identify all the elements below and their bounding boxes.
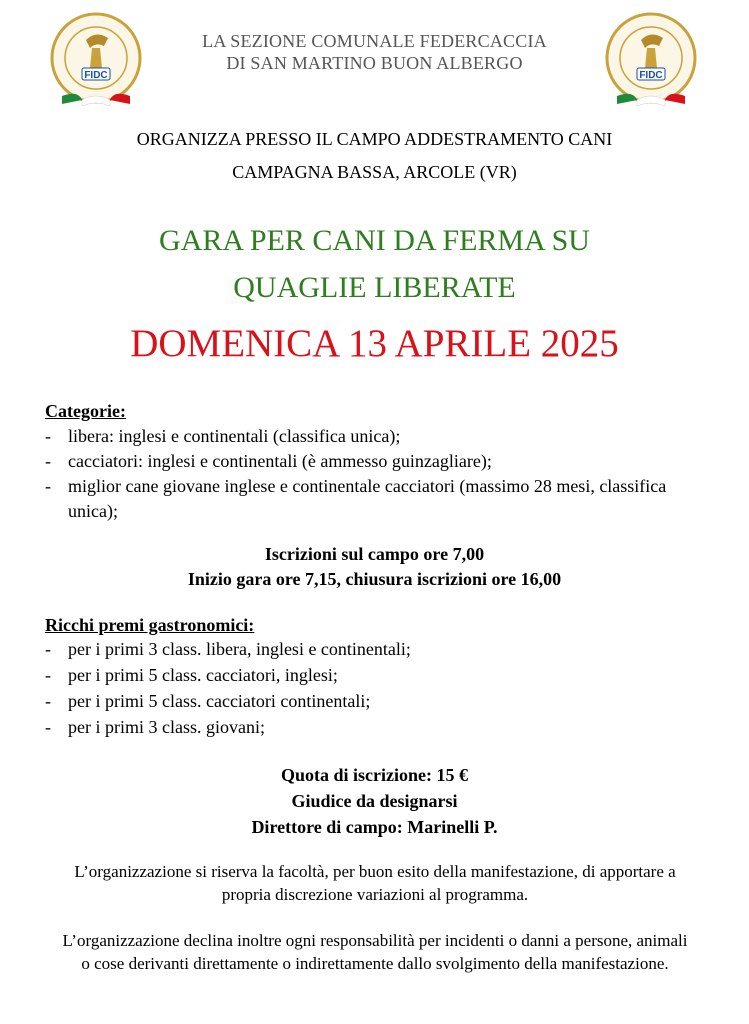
list-item: - per i primi 5 class. cacciatori, inglesi; bbox=[45, 665, 338, 685]
header bbox=[150, 30, 599, 74]
header-line-1: LA SEZIONE COMUNALE FEDERCACCIA bbox=[202, 31, 547, 51]
entry-fee: Quota di iscrizione: 15 € bbox=[281, 765, 468, 785]
judge: Giudice da designarsi bbox=[291, 791, 458, 811]
race-start-time: Inizio gara ore 7,15, chiusura iscrizioni ore 16,00 bbox=[187, 569, 562, 589]
organizer-line-2: CAMPAGNA BASSA, ARCOLE (VR) bbox=[232, 162, 517, 182]
header-line-2: DI SAN MARTINO BUON ALBERGO bbox=[226, 53, 523, 73]
list-item: - per i primi 3 class. giovani; bbox=[45, 717, 265, 737]
list-item: - per i primi 3 class. libera, inglesi e continentali; bbox=[45, 639, 411, 659]
fidc-emblem-icon bbox=[603, 10, 699, 108]
fidc-logo-right bbox=[603, 10, 699, 108]
list-item: - miglior cane giovane inglese e continentale cacciatori (massimo 28 mesi, classifica unica); bbox=[45, 476, 667, 521]
svg-text:FIDC: FIDC bbox=[84, 70, 108, 81]
fidc-logo-left bbox=[48, 10, 144, 108]
field-director: Direttore di campo: Marinelli P. bbox=[251, 817, 498, 837]
event-title-line-2: QUAGLIE LIBERATE bbox=[233, 271, 516, 304]
categories-heading: Categorie: bbox=[45, 401, 126, 421]
disclaimer-changes: L’organizzazione si riserva la facoltà, per buon esito della manifestazione, di apportare a propria discrezione variazioni al programma. bbox=[74, 862, 676, 904]
fidc-emblem-icon bbox=[48, 10, 144, 108]
registration-time: Iscrizioni sul campo ore 7,00 bbox=[264, 544, 485, 564]
list-item: - libera: inglesi e continentali (classifica unica); bbox=[45, 426, 401, 446]
list-item: - cacciatori: inglesi e continentali (è ammesso guinzagliare); bbox=[45, 451, 492, 471]
svg-text:FIDC: FIDC bbox=[639, 70, 663, 81]
disclaimer-liability: L’organizzazione declina inoltre ogni responsabilità per incidenti o danni a persone, animali o cose derivanti direttamente o indirettamente dallo svolgimento della manifestazione. bbox=[62, 931, 688, 973]
list-item: - per i primi 5 class. cacciatori continentali; bbox=[45, 691, 371, 711]
event-date: DOMENICA 13 APRILE 2025 bbox=[130, 322, 619, 365]
prizes-heading: Ricchi premi gastronomici: bbox=[45, 615, 255, 635]
organizer-line-1: ORGANIZZA PRESSO IL CAMPO ADDESTRAMENTO CANI bbox=[136, 129, 613, 149]
categories-list bbox=[45, 424, 705, 524]
prizes-list bbox=[45, 636, 705, 740]
event-title-line-1: GARA PER CANI DA FERMA SU bbox=[159, 224, 590, 257]
